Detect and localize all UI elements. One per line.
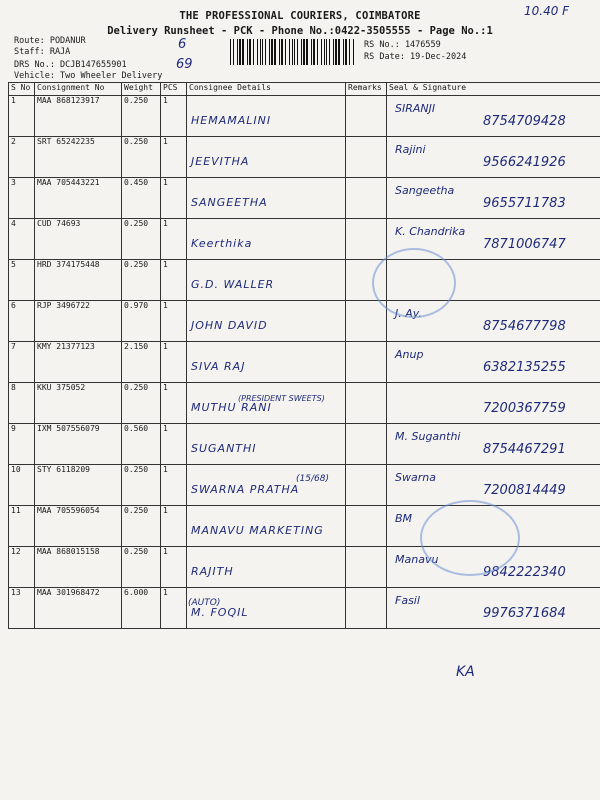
row-consignment: KKU 375052 [35,383,122,424]
signature: Swarna [395,471,436,484]
row-pcs: 1 [161,260,187,301]
row-sno: 4 [9,219,35,260]
barcode-bar [301,39,302,65]
signature: Sangeetha [395,184,455,197]
barcode-bar [274,39,276,65]
barcode-bar [265,39,266,65]
barcode-bar [233,39,234,65]
receiver-phone: 9655711783 [483,196,566,211]
barcode-bar [292,39,293,65]
consignee-name: RAJITH [191,565,234,578]
row-consignment: MAA 868123917 [35,96,122,137]
barcode-bar [329,39,330,65]
vehicle-label: Vehicle: Two Wheeler Delivery [14,71,163,81]
barcode-bar [311,39,312,65]
consignee-name: MANAVU MARKETING [191,524,324,537]
barcode-bar [338,39,340,65]
row-consignee-cell [187,506,346,547]
row-weight: 0.250 [122,547,161,588]
row-consignee-cell [187,219,346,260]
row10-note: (15/68) [296,474,329,484]
header-remarks: Remarks [346,83,387,96]
header-sno: S No [9,83,35,96]
row-weight: 0.250 [122,260,161,301]
handwritten-count-top: 6 [178,37,187,52]
row-seal-cell [387,465,600,506]
office-stamp [372,248,456,318]
barcode-bar [321,39,322,65]
row-seal-cell [387,424,600,465]
receiver-phone: 8754709428 [483,114,566,129]
barcode-bar [257,39,258,65]
barcode-bar [306,39,308,65]
signature: Fasil [395,594,420,607]
barcode-bar [242,39,244,65]
row-pcs: 1 [161,96,187,137]
consignee-name: MUTHU RANI [191,401,272,414]
barcode-bar [271,39,273,65]
row-sno: 10 [9,465,35,506]
handwritten-count-bottom: 69 [176,57,193,72]
row-consignment: IXM 507556079 [35,424,122,465]
receiver-phone: 7200367759 [483,401,566,416]
row-pcs: 1 [161,342,187,383]
row-pcs: 1 [161,178,187,219]
signature: Anup [395,348,424,361]
table-row [9,178,600,219]
row-remarks [346,383,387,424]
signature: Rajini [395,143,426,156]
row8-note: (PRESIDENT SWEETS) [238,394,325,403]
row-consignment: STY 6118209 [35,465,122,506]
bottom-initials: KA [456,664,475,680]
barcode-bar [269,39,270,65]
row-remarks [346,588,387,629]
receiver-phone: 8754467291 [483,442,566,457]
barcode-bar [349,39,350,65]
barcode-bar [343,39,344,65]
barcode-bar [281,39,283,65]
row-consignee-cell [187,96,346,137]
consignee-name: JEEVITHA [191,155,250,168]
row-remarks [346,96,387,137]
signature: K. Chandrika [395,225,466,238]
barcode-bar [326,39,327,65]
row-sno: 6 [9,301,35,342]
row-sno: 8 [9,383,35,424]
consignee-name: SUGANTHI [191,442,257,455]
row-consignment: MAA 301968472 [35,588,122,629]
row-weight: 0.250 [122,465,161,506]
row-consignment: HRD 374175448 [35,260,122,301]
row-sno: 3 [9,178,35,219]
receiver-phone: 7871006747 [483,237,566,252]
row-pcs: 1 [161,506,187,547]
row-consignment: MAA 705443221 [35,178,122,219]
row-consignment: MAA 705596054 [35,506,122,547]
row-remarks [346,342,387,383]
barcode-bar [237,39,238,65]
consignee-name: Keerthika [191,237,253,250]
row-consignment: MAA 868015158 [35,547,122,588]
row-sno: 9 [9,424,35,465]
row-seal-cell [387,342,600,383]
rs-number: RS No.: 1476559 [364,40,441,50]
barcode-image [230,39,358,65]
barcode-bar [345,39,347,65]
row-pcs: 1 [161,547,187,588]
row13-note: (AUTO) [188,598,221,608]
row-pcs: 1 [161,137,187,178]
time-note: 10.40 F [524,4,570,18]
row-seal-cell [387,383,600,424]
row-remarks [346,465,387,506]
header-weight: Weight [122,83,161,96]
barcode-bar [335,39,337,65]
barcode-bar [285,39,286,65]
row-consignee-cell [187,178,346,219]
row-consignment: CUD 74693 [35,219,122,260]
row-consignment: KMY 21377123 [35,342,122,383]
row-remarks [346,178,387,219]
row-consignment: SRT 65242235 [35,137,122,178]
barcode-bar [262,39,263,65]
signature: J. Ay. [395,307,422,320]
row-weight: 0.560 [122,424,161,465]
receiver-phone: 9976371684 [483,606,566,621]
barcode-bar [297,39,298,65]
receiver-phone: 9566241926 [483,155,566,170]
table-row [9,342,600,383]
row-pcs: 1 [161,219,187,260]
barcode-bar [303,39,305,65]
row-consignee-cell [187,424,346,465]
row-weight: 6.000 [122,588,161,629]
barcode-bar [230,39,231,65]
row-sno: 1 [9,96,35,137]
row-pcs: 1 [161,588,187,629]
receiver-phone: 6382135255 [483,360,566,375]
runsheet-subtitle: Delivery Runsheet - PCK - Phone No.:0422-3505555 - Page No.:1 [107,25,493,37]
table-row [9,96,600,137]
barcode-bar [289,39,290,65]
row-weight: 0.250 [122,383,161,424]
barcode-bar [253,39,254,65]
drs-label: DRS No.: DCJB147655901 [14,60,127,70]
row-weight: 0.250 [122,219,161,260]
barcode-bar [247,39,248,65]
receiver-phone: 7200814449 [483,483,566,498]
route-label: Route: PODANUR [14,36,86,46]
row-seal-cell [387,137,600,178]
signature: SIRANJI [395,102,436,115]
row-pcs: 1 [161,465,187,506]
table-row [9,260,600,301]
row-remarks [346,137,387,178]
barcode-bar [353,39,354,65]
row-consignee-cell [187,383,346,424]
barcode-bar [260,39,261,65]
row-seal-cell [387,96,600,137]
consignee-name: HEMAMALINI [191,114,272,127]
signature: BM [395,512,413,525]
row-sno: 12 [9,547,35,588]
company-title: THE PROFESSIONAL COURIERS, COIMBATORE [179,10,421,22]
header-consignment: Consignment No [35,83,122,96]
signature: Manavu [395,553,439,566]
barcode-bar [317,39,318,65]
row-consignee-cell [187,137,346,178]
row-sno: 11 [9,506,35,547]
row-seal-cell [387,588,600,629]
barcode-bar [333,39,334,65]
row-remarks [346,424,387,465]
row-consignment: RJP 3496722 [35,301,122,342]
row-sno: 5 [9,260,35,301]
table-row [9,383,600,424]
row-seal-cell [387,178,600,219]
barcode-bar [324,39,325,65]
row-weight: 2.150 [122,342,161,383]
row-remarks [346,547,387,588]
row-weight: 0.250 [122,96,161,137]
table-row [9,219,600,260]
barcode-bar [294,39,295,65]
row-weight: 0.450 [122,178,161,219]
receiver-phone: 8754677798 [483,319,566,334]
header-seal: Seal & Signature [387,83,600,96]
table-row [9,301,600,342]
header-consignee: Consignee Details [187,83,346,96]
row-pcs: 1 [161,383,187,424]
row-pcs: 1 [161,301,187,342]
row-remarks [346,301,387,342]
rs-date: RS Date: 19-Dec-2024 [364,52,467,62]
barcode-bar [279,39,280,65]
row-consignee-cell [187,342,346,383]
row-remarks [346,506,387,547]
row-weight: 0.250 [122,137,161,178]
consignee-name: M. FOQIL [191,606,249,619]
row-pcs: 1 [161,424,187,465]
row-sno: 7 [9,342,35,383]
row-remarks [346,219,387,260]
consignee-name: G.D. WALLER [191,278,275,291]
row-sno: 2 [9,137,35,178]
row-consignee-cell [187,465,346,506]
staff-label: Staff: RAJA [14,47,71,57]
table-header-row [9,83,600,96]
receiver-phone: 9842222340 [483,565,566,580]
row-weight: 0.250 [122,506,161,547]
row-sno: 13 [9,588,35,629]
row-consignee-cell [187,301,346,342]
barcode-bar [239,39,241,65]
header-pcs: PCS [161,83,187,96]
row-consignee-cell [187,547,346,588]
consignee-name: JOHN DAVID [191,319,268,332]
table-row [9,424,600,465]
row-consignee-cell [187,260,346,301]
consignee-name: SWARNA PRATHA [191,483,300,496]
company-seal [420,500,520,576]
barcode-bar [249,39,251,65]
row-weight: 0.970 [122,301,161,342]
signature: M. Suganthi [395,430,461,443]
consignee-name: SANGEETHA [191,196,268,209]
row-consignee-cell [187,588,346,629]
table-row [9,465,600,506]
barcode-bar [313,39,315,65]
table-row [9,588,600,629]
table-row [9,137,600,178]
consignee-name: SIVA RAJ [191,360,246,373]
